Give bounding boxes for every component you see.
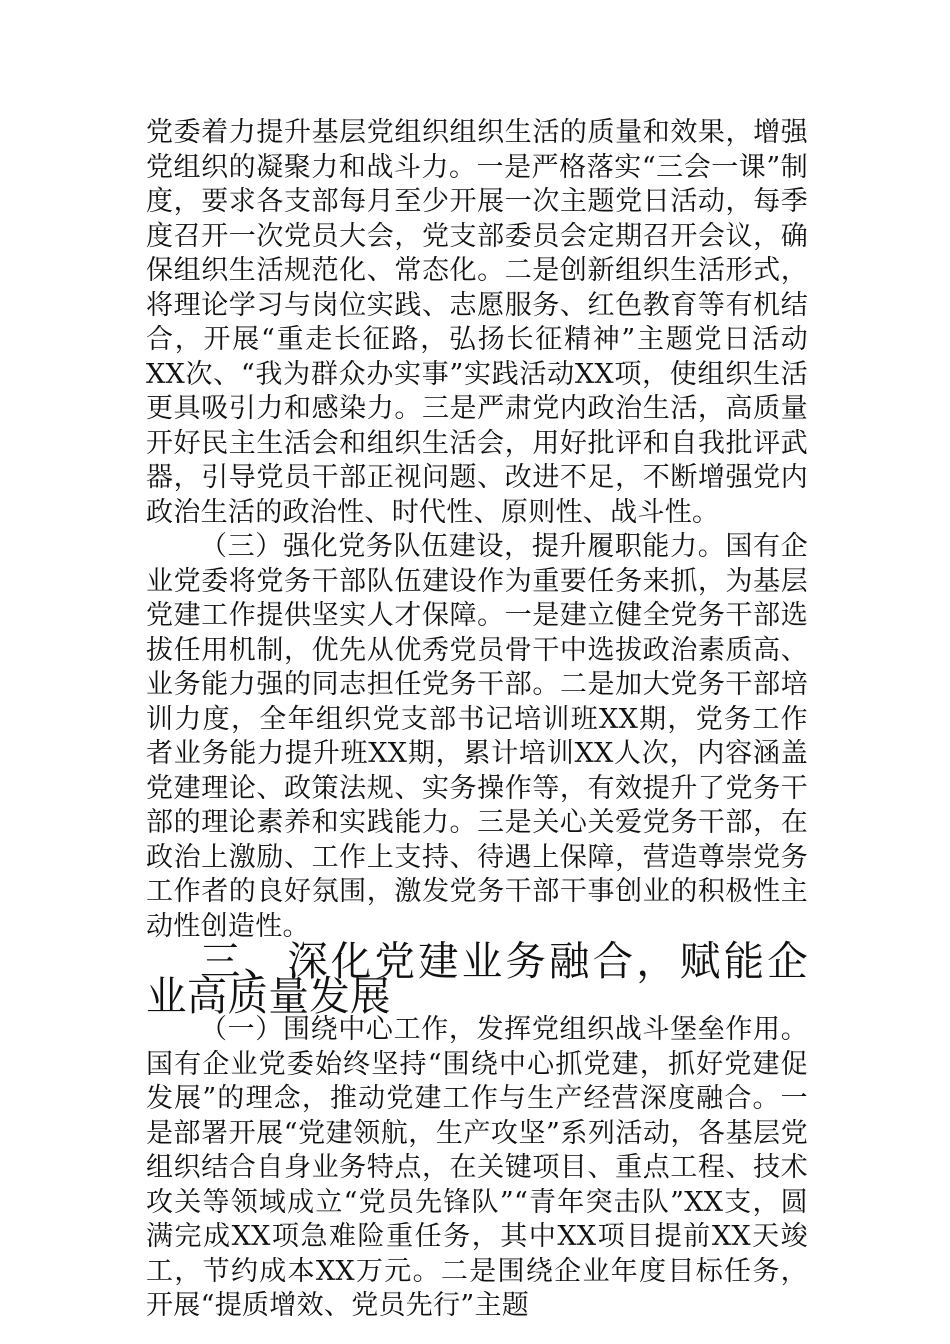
paragraph-party-team-building: （三）强化党务队伍建设，提升履职能力。国有企业党委将党务干部队伍建设作为重要任务来抓，为基层党建工作提供坚实人才保障。一是建立健全党务干部选拔任用机制，优先从优秀党员骨干中选拔政治素质高、业务能力强的同志担任党务干部。二是加大党务干部培训力度，全年组织党支部书记培训班XX期，党务工作者业务能力提升班XX期，累计培训XX人次，内容涵盖党建理论、政策法规、实务操作等，有效提升了党务干部的理论素养和实践能力。三是关心关爱党务干部，在政治上激励、工作上支持、待遇上保障，营造尊崇党务工作者的良好氛围，激发党务干部干事创业的积极性主动性创造性。 [146, 531, 808, 942]
paragraph-party-life: 党委着力提升基层党组织组织生活的质量和效果，增强党组织的凝聚力和战斗力。一是严格落实“三会一课”制度，要求各支部每月至少开展一次主题党日活动，每季度召开一次党员大会，党支部委员会定期召开会议，确保组织生活规范化、常态化。二是创新组织生活形式，将理论学习与岗位实践、志愿服务、红色教育等有机结合，开展“重走长征路，弘扬长征精神”主题党日活动XX次、“我为群众办实事”实践活动XX项，使组织生活更具吸引力和感染力。三是严肃党内政治生活，高质量开好民主生活会和组织生活会，用好批评和自我批评武器，引导党员干部正视问题、改进不足，不断增强党内政治生活的政治性、时代性、原则性、战斗性。 [146, 117, 808, 528]
paragraph-central-work: （一）围绕中心工作，发挥党组织战斗堡垒作用。国有企业党委始终坚持“围绕中心抓党建，抓好党建促发展”的理念，推动党建工作与生产经营深度融合。一是部署开展“党建领航，生产攻坚”系列活动，各基层党组织结合自身业务特点，在关键项目、重点工程、技术攻关等领域成立“党员先锋队”“青年突击队”XX支，圆满完成XX项急难险重任务，其中XX项目提前XX天竣工，节约成本XX万元。二是围绕企业年度目标任务，开展“提质增效、党员先行”主题 [146, 1014, 808, 1321]
section-heading-three: 三、深化党建业务融合，赋能企业高质量发展 [146, 937, 808, 1020]
document-body [146, 116, 808, 1324]
